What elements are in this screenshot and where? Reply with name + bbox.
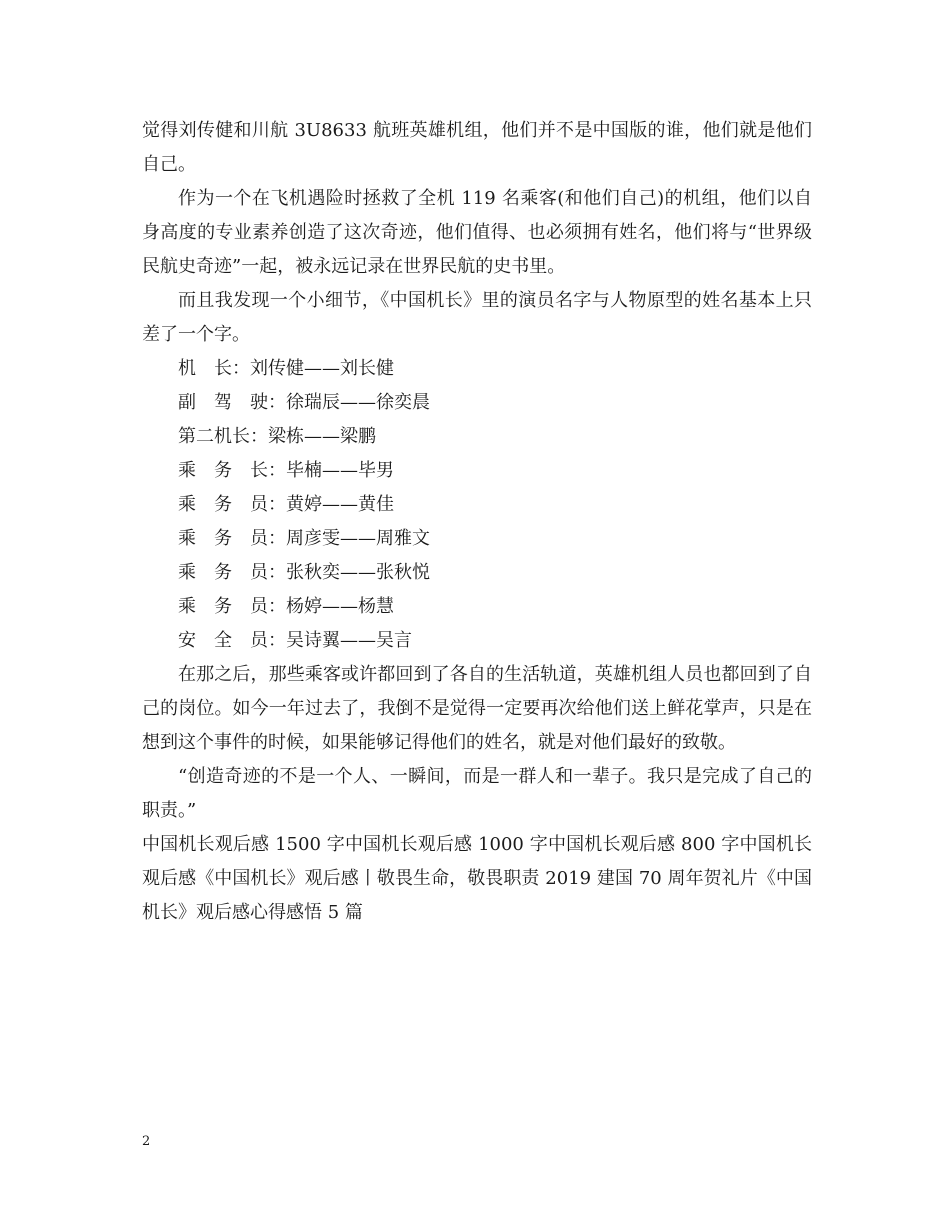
crew-row: [142, 556, 812, 590]
crew-names: 张秋奕——张秋悦: [286, 562, 430, 583]
page-number: 2: [142, 1134, 151, 1149]
crew-role: 安 全 员：: [178, 630, 286, 651]
crew-role: 乘 务 员：: [178, 562, 286, 583]
crew-role: 乘 务 员：: [178, 528, 286, 549]
crew-row: [142, 590, 812, 624]
crew-names: 刘传健——刘长健: [250, 358, 394, 379]
crew-row: [142, 488, 812, 522]
crew-role: 第二机长：: [178, 426, 268, 447]
crew-role: 机 长：: [178, 358, 250, 379]
crew-role: 副 驾 驶：: [178, 392, 286, 413]
crew-names: 梁栋——梁鹏: [268, 426, 376, 447]
crew-list: [142, 352, 812, 658]
paragraph-name-detail: 而且我发现一个小细节，《中国机长》里的演员名字与人物原型的姓名基本上只差了一个字。: [142, 290, 812, 345]
crew-names: 徐瑞辰——徐奕晨: [286, 392, 430, 413]
crew-names: 杨婷——杨慧: [286, 596, 394, 617]
crew-row: [142, 352, 812, 386]
crew-names: 周彦雯——周雅文: [286, 528, 430, 549]
paragraph-aftermath: 在那之后，那些乘客或许都回到了各自的生活轨道，英雄机组人员也都回到了自己的岗位。如今一年过去了，我倒不是觉得一定要再次给他们送上鲜花掌声，只是在想到这个事件的时候，如果能够记得他们的姓名，就是对他们最好的致敬。: [142, 664, 812, 753]
crew-role: 乘 务 员：: [178, 494, 286, 515]
paragraph-quote: “创造奇迹的不是一个人、一瞬间，而是一群人和一辈子。我只是完成了自己的职责。”: [142, 766, 812, 821]
paragraph-crew-tribute: 作为一个在飞机遇险时拯救了全机 119 名乘客(和他们自己)的机组，他们以自身高度的专业素养创造了这次奇迹，他们值得、也必须拥有姓名，他们将与“世界级民航史奇迹”一起，被永远记录在世界民航的史书里。: [142, 188, 812, 277]
crew-names: 吴诗翼——吴言: [286, 630, 412, 651]
body-text: [142, 114, 812, 930]
crew-row: [142, 386, 812, 420]
crew-row: [142, 454, 812, 488]
paragraph-continuation: 觉得刘传健和川航 3U8633 航班英雄机组，他们并不是中国版的谁，他们就是他们自己。: [142, 120, 812, 175]
crew-role: 乘 务 长：: [178, 460, 286, 481]
crew-names: 毕楠——毕男: [286, 460, 394, 481]
related-articles-links[interactable]: 中国机长观后感 1500 字中国机长观后感 1000 字中国机长观后感 800 字中国机长观后感《中国机长》观后感丨敬畏生命，敬畏职责 2019 建国 70 周年贺礼片《中国机长》观后感心得感悟 5 篇: [142, 834, 812, 923]
crew-row: [142, 522, 812, 556]
crew-row: [142, 624, 812, 658]
crew-row: [142, 420, 812, 454]
crew-names: 黄婷——黄佳: [286, 494, 394, 515]
crew-role: 乘 务 员：: [178, 596, 286, 617]
